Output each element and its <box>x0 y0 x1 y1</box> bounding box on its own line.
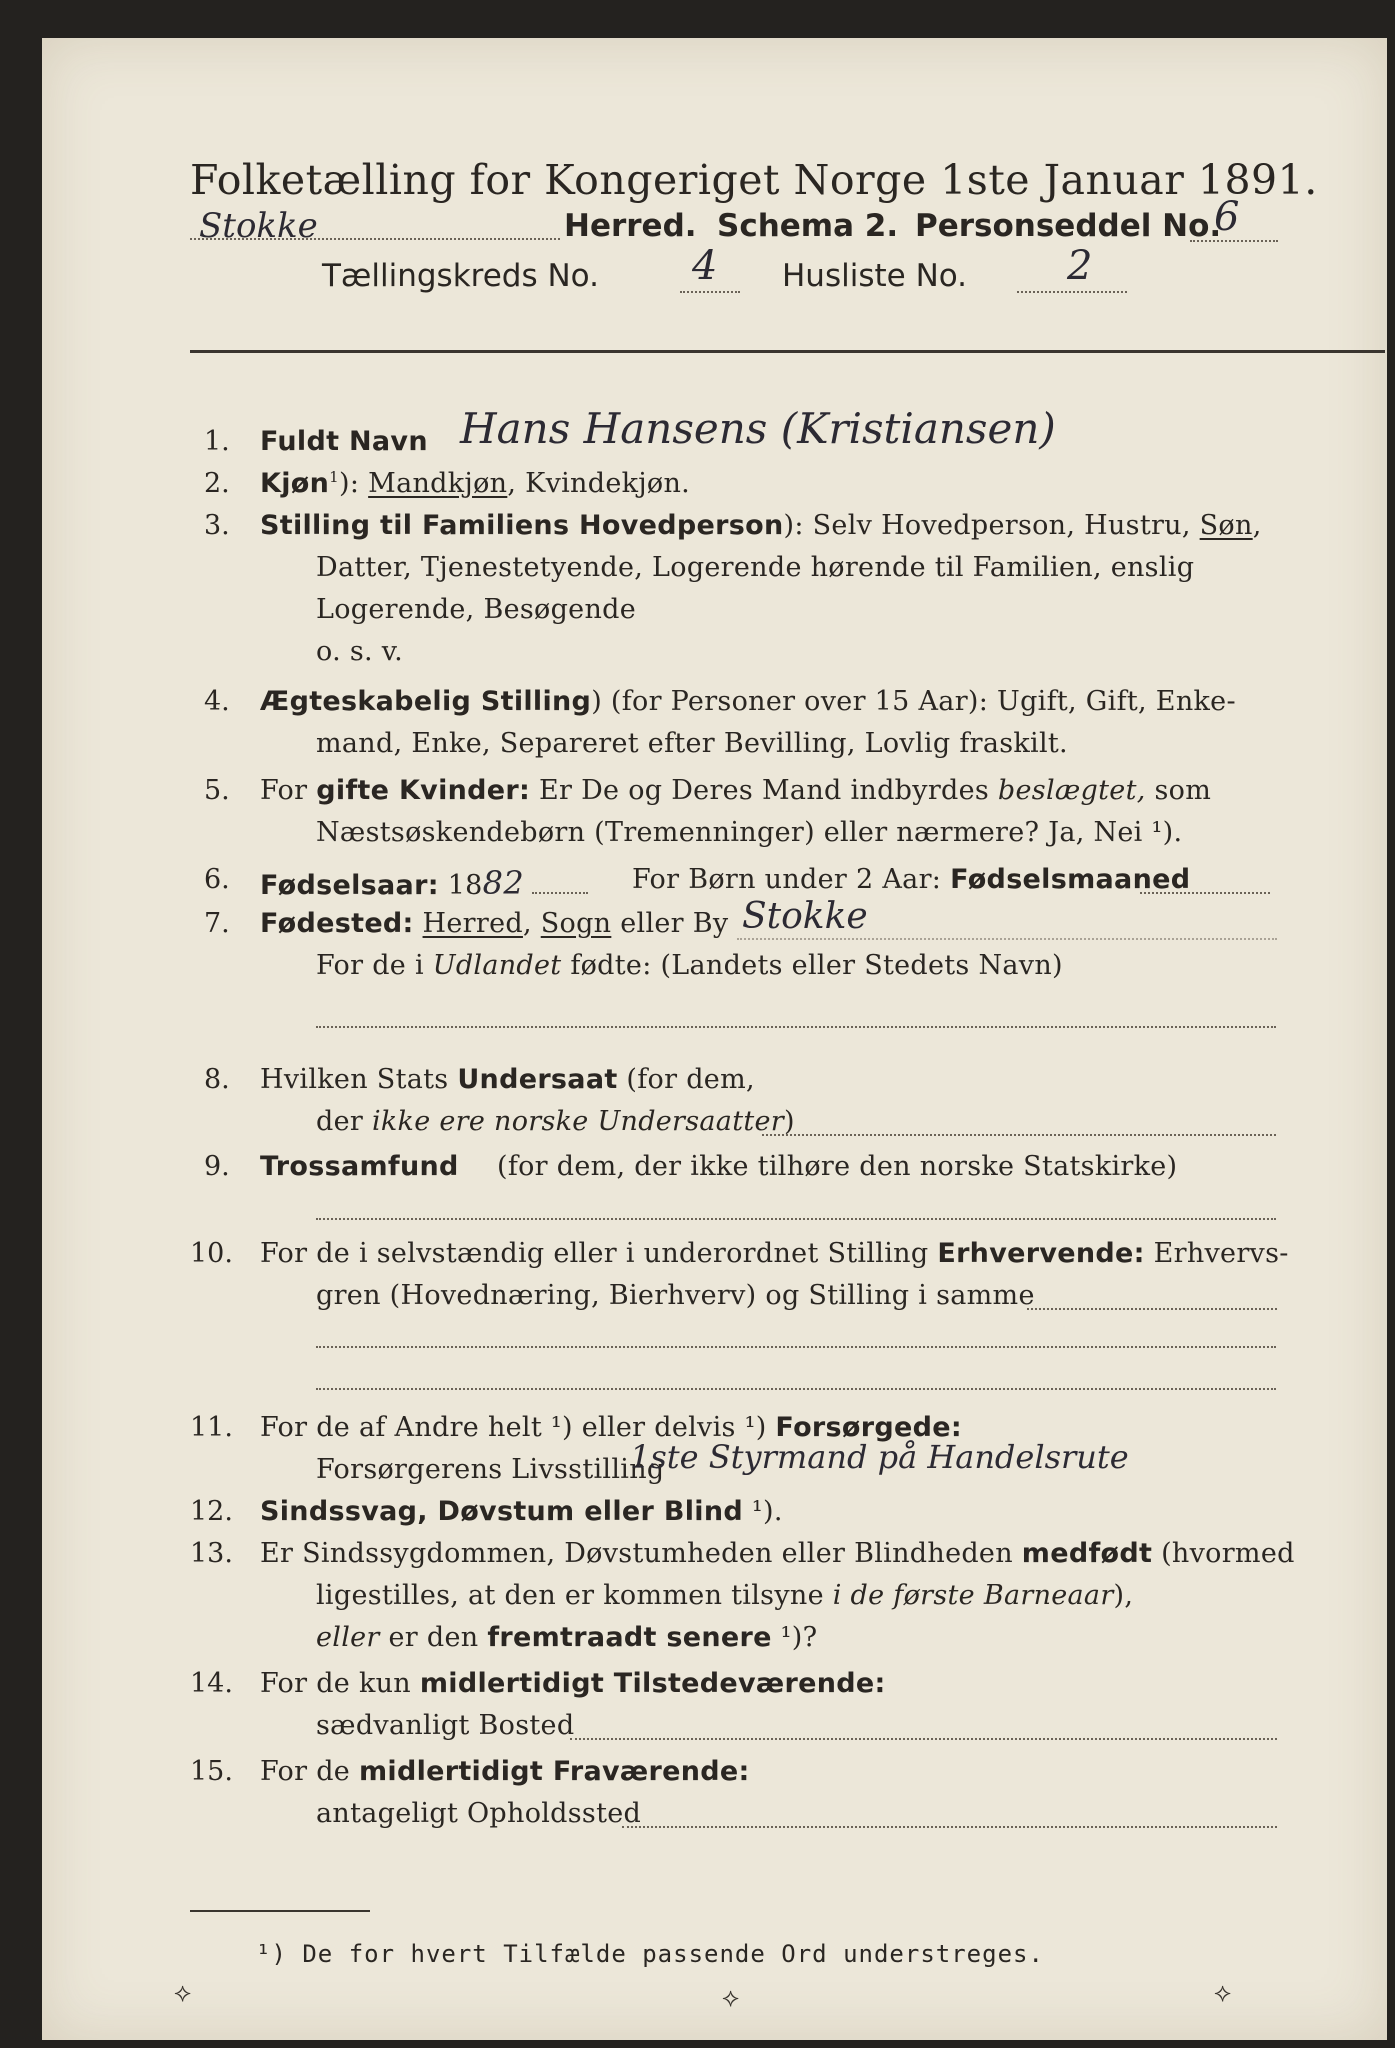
temporary-present-line: For de kun midlertidigt Tilstedeværende: <box>260 1668 886 1699</box>
full-name-value: Hans Hansens (Kristiansen) <box>460 404 1056 453</box>
married-women-line-1: For gifte Kvinder: Er De og Deres Mand indbyrdes beslægtet, som <box>260 775 1212 806</box>
footnote-rule <box>190 1910 370 1912</box>
printer-mark-right: ⟡ <box>1214 1978 1232 2008</box>
form-title: Folketælling for Kongeriget Norge 1ste Januar 1891. <box>190 156 1318 204</box>
birthplace-value: Stokke <box>742 896 868 937</box>
personseddel-value: 6 <box>1214 194 1240 240</box>
taellingskreds-value: 4 <box>692 243 718 289</box>
schema-label: Schema 2. <box>717 208 899 244</box>
foreign-birth-line: For de i Udlandet fødte: (Landets eller Stedets Navn) <box>316 950 1063 981</box>
full-name-label: Fuldt Navn <box>260 426 428 457</box>
birth-year-line: Fødselsaar: 1882 <box>260 864 524 902</box>
birthplace-line: Fødested: Herred, Sogn eller By <box>260 908 729 939</box>
relation-selected: Søn <box>1199 510 1253 541</box>
sex-line: Kjøn$^1$): Mandkjøn, Kvindekjøn. <box>260 468 691 499</box>
printer-mark-center: ⟡ <box>722 1983 740 2013</box>
taellingskreds-label: Tællingskreds No. <box>322 258 599 294</box>
header-rule <box>190 350 1385 353</box>
citizenship-line-1: Hvilken Stats Undersaat (for dem, <box>260 1064 755 1095</box>
footnote: ¹) De for hvert Tilfælde passende Ord understreges. <box>256 1940 1044 1968</box>
religion-label: Trossamfund <box>260 1151 459 1182</box>
temporary-absent-line: For de midlertidigt Fraværende: <box>260 1756 750 1787</box>
provider-occupation-value: 1ste Styrmand på Handelsrute <box>630 1438 1129 1476</box>
marital-line-1: Ægteskabelig Stilling) (for Personer over 15 Aar): Ugift, Gift, Enke- <box>260 686 1236 717</box>
birth-year-value: 82 <box>482 864 524 902</box>
husliste-value: 2 <box>1067 243 1093 289</box>
disability-line: Sindssvag, Døvstum eller Blind ¹). <box>260 1496 783 1527</box>
personseddel-label: Personseddel No. <box>915 208 1222 244</box>
census-form-sheet: Folketælling for Kongeriget Norge 1ste Januar 1891. Stokke Herred. Schema 2. Personseddel No. 6 Tællingskreds No. 4 Husliste No. 2 1. Fuldt Navn Hans Hansens (Kristiansen) 2. Kjøn$^1$): Mandkjøn, Kvindekjøn. 3. Stilling til Familiens Hovedperson): Selv Hovedperson, Hustru, Søn, Datter, Tjenestetyende, Logerende hørende til Familien, enslig Logerende, Besøgende o. s. v. 4. Ægteskabelig Stilling) (for Personer over 15 Aar): Ugift, Gift, Enke- mand, Enke, Separeret efter Bevilling, Lovlig fraskilt. 5. For gifte Kvinder: Er De og Deres Mand indbyrdes beslægtet, som Næstsøskendebørn (Tremenninger) eller nærmere? Ja, Nei ¹). 6. Fødselsaar: 1882 For Børn under 2 Aar: Fødselsmaaned 7. Fødested: Herred, Sogn eller By Stokke For de i Udlandet fødte: (Landets eller Stedets Navn) 8. Hvilken Stats Undersaat (for dem, der ikke ere norske Undersaatter) 9. Trossamfund (for dem, der ikke tilhøre den norske Statskirke) 10. For de i selvstændig eller i underordnet Stilling Erhvervende: Erhvervs- gren (Hovednæring, Bierhverv) og Stilling i samme 11. For de af Andre helt ¹) eller delvis ¹) Forsørgede: Forsørgerens Livsstilling 1ste Styrmand på Handelsrute 12. Sindssvag, Døvstum eller Blind ¹). 13. Er Sindssygdommen, Døvstumheden eller Blindheden medfødt (hvormed ligestilles, at den er kommen tilsyne i de første Barneaar), eller er den fremtraadt senere ¹)? 14. For de kun midlertidigt Tilstedeværende: sædvanligt Bosted 15. For de midlertidigt Fraværende: antageligt Opholdssted ¹) De for hvert Tilfælde passende Ord understreges. ⟡ ⟡ ⟡ <box>42 38 1387 2040</box>
husliste-label: Husliste No. <box>782 258 968 294</box>
sex-selected: Mandkjøn <box>368 468 508 499</box>
printer-mark-left: ⟡ <box>174 1978 192 2008</box>
congenital-line-1: Er Sindssygdommen, Døvstumheden eller Blindheden medfødt (hvormed <box>260 1538 1295 1569</box>
herred-label: Herred. <box>564 208 697 244</box>
herred-value: Stokke <box>199 206 318 246</box>
supported-line-1: For de af Andre helt ¹) eller delvis ¹) Forsørgede: <box>260 1412 962 1443</box>
occupation-line-1: For de i selvstændig eller i underordnet Stilling Erhvervende: Erhvervs- <box>260 1238 1289 1269</box>
relation-line-1: Stilling til Familiens Hovedperson): Selv Hovedperson, Hustru, Søn, <box>260 510 1262 541</box>
